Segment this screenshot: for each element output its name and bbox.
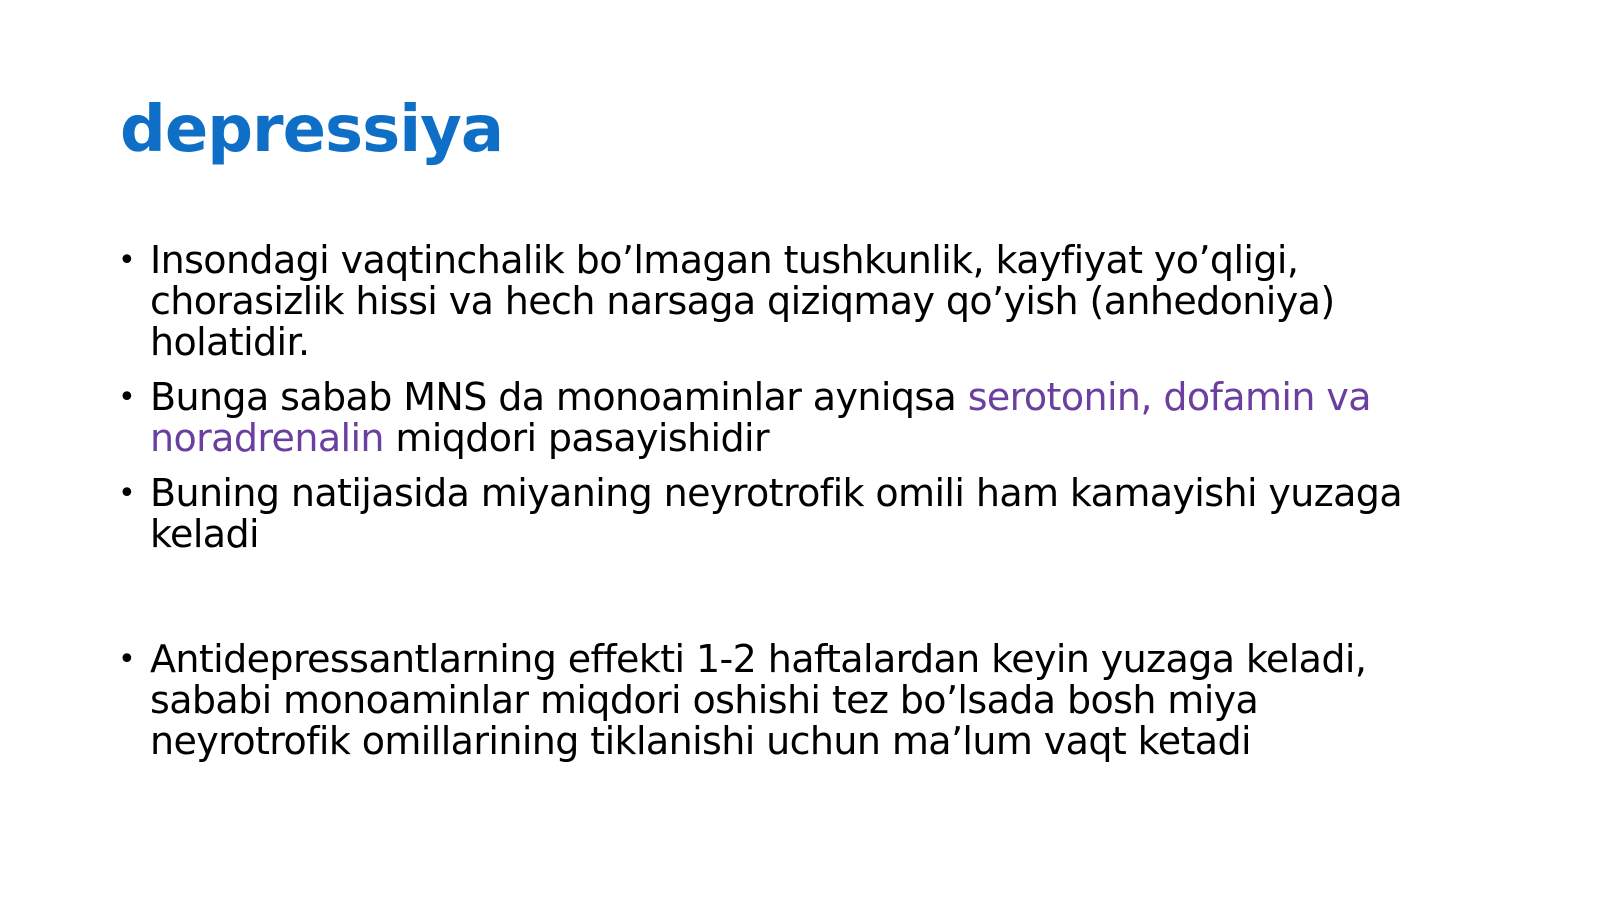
bullet-text: Antidepressantlarning effekti 1-2 haftalardan keyin yuzaga keladi, sababi monoaminlar miqdori oshishi tez bo’lsada bosh miya neyrotrofik omillarining tiklanishi uchun ma’lum vaqt ketadi [150,637,1367,763]
bullet-highlight-neurotransmitters: serotonin, dofamin va noradrenalin [150,375,1371,460]
bullet-text: Buning natijasida miyaning neyrotrofik omili ham kamayishi yuzaga keladi [150,471,1402,556]
bullet-text-after: miqdori pasayishidir [383,416,769,460]
bullet-text: Insondagi vaqtinchalik bo’lmagan tushkunlik, kayfiyat yo’qligi, chorasizlik hissi va hech narsaga qiziqmay qo’yish (anhedoniya) holatidir. [150,238,1335,364]
bullet-dot-icon: • [118,642,136,677]
bullet-list [118,240,1458,776]
bullet-text-before: Bunga sabab MNS da monoaminlar ayniqsa [150,375,968,419]
bullet-dot-icon: • [118,476,136,511]
bullet-dot-icon: • [118,243,136,278]
bullet-item-consequence [118,473,1458,555]
bullet-item-antidepressants [118,639,1458,762]
bullet-item-definition [118,240,1458,363]
slide-title: depressiya [120,93,504,167]
bullet-dot-icon: • [118,380,136,415]
bullet-item-cause [118,377,1458,459]
